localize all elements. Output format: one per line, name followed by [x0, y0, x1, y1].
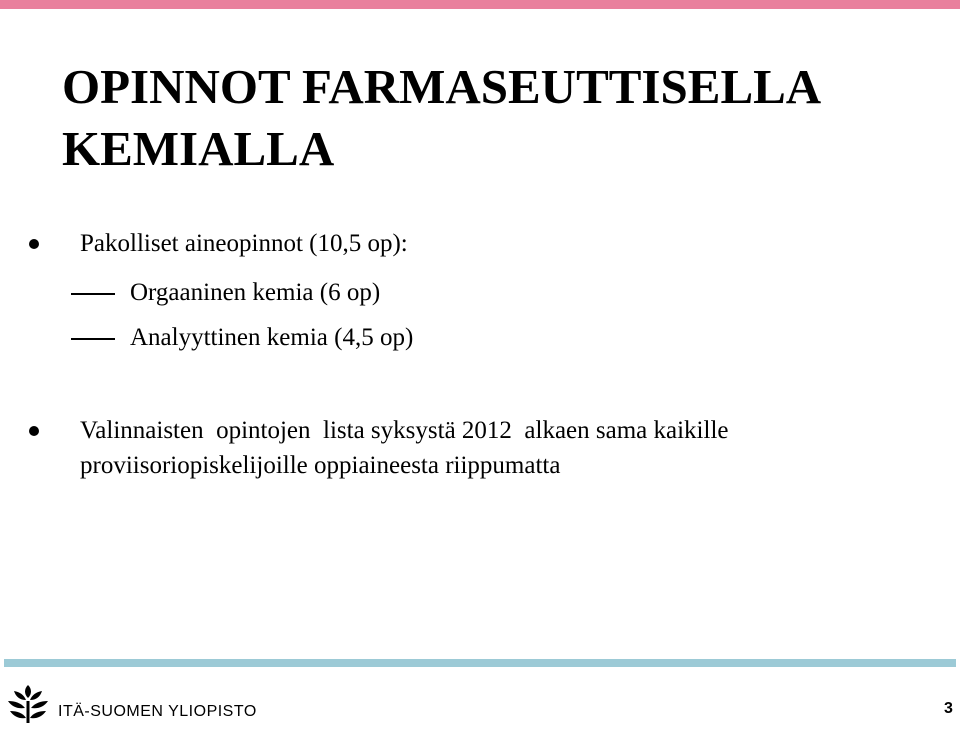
sub-item-text: Orgaaninen kemia (6 op) [130, 279, 381, 306]
university-logo-icon [6, 681, 50, 725]
page-number: 3 [944, 700, 953, 717]
dash-icon [71, 338, 115, 340]
bullet-dot-icon [29, 239, 39, 249]
top-accent-bar [0, 0, 960, 9]
title-line-1: OPINNOT FARMASEUTTISELLA [62, 59, 822, 114]
bullet-text-line-2: proviisoriopiskelijoille oppiaineesta riippumatta [80, 452, 561, 479]
bullet-text-line-1: Valinnaisten opintojen lista syksystä 2012 alkaen sama kaikille [80, 417, 729, 444]
bullet-text: Pakolliset aineopinnot (10,5 op): [80, 230, 408, 257]
sub-item-text: Analyyttinen kemia (4,5 op) [130, 324, 414, 351]
university-name: ITÄ-SUOMEN YLIOPISTO [58, 703, 257, 720]
title-line-2: KEMIALLA [62, 121, 335, 176]
slide-title [62, 56, 942, 180]
dash-icon [71, 293, 115, 295]
bottom-accent-bar [4, 659, 956, 667]
bullet-dot-icon [29, 426, 39, 436]
